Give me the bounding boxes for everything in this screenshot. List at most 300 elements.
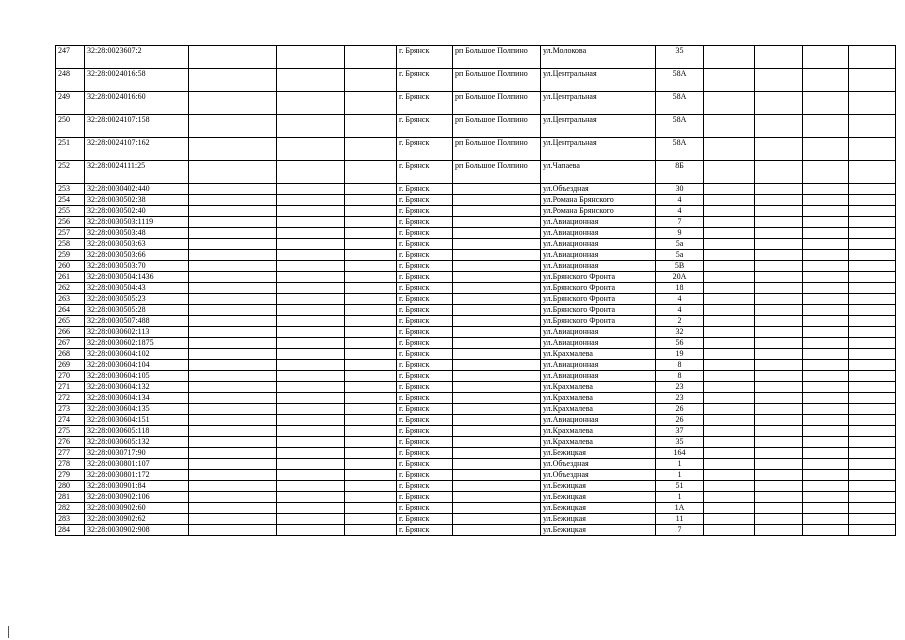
street-cell: ул.Брянского Фронта <box>541 283 656 294</box>
empty-cell <box>803 437 849 448</box>
settlement-cell <box>453 459 541 470</box>
table-row <box>56 448 896 459</box>
empty-cell <box>189 138 277 161</box>
row-number: 253 <box>56 184 85 195</box>
empty-cell <box>803 426 849 437</box>
row-number: 248 <box>56 69 85 92</box>
house-number-cell: 1 <box>656 459 704 470</box>
empty-cell <box>277 195 345 206</box>
empty-cell <box>704 426 755 437</box>
empty-cell <box>803 138 849 161</box>
table-row <box>56 261 896 272</box>
house-number-cell: 8 <box>656 360 704 371</box>
empty-cell <box>803 393 849 404</box>
empty-cell <box>704 327 755 338</box>
empty-cell <box>803 459 849 470</box>
empty-cell <box>803 349 849 360</box>
settlement-cell <box>453 404 541 415</box>
empty-cell <box>345 206 397 217</box>
empty-cell <box>345 283 397 294</box>
street-cell: ул.Центральная <box>541 138 656 161</box>
city-cell: г. Брянск <box>397 184 453 195</box>
empty-cell <box>189 250 277 261</box>
empty-cell <box>755 294 803 305</box>
empty-cell <box>345 316 397 327</box>
empty-cell <box>189 338 277 349</box>
cadastral-number-cell: 32:28:0030801:107 <box>85 459 189 470</box>
empty-cell <box>755 338 803 349</box>
empty-cell <box>803 92 849 115</box>
empty-cell <box>189 349 277 360</box>
empty-cell <box>704 382 755 393</box>
table-row <box>56 481 896 492</box>
house-number-cell: 5В <box>656 261 704 272</box>
empty-cell <box>277 382 345 393</box>
empty-cell <box>755 470 803 481</box>
cadastral-number-cell: 32:28:0030902:60 <box>85 503 189 514</box>
cadastral-number-cell: 32:28:0030503:63 <box>85 239 189 250</box>
row-number: 269 <box>56 360 85 371</box>
table-row <box>56 46 896 69</box>
empty-cell <box>189 283 277 294</box>
empty-cell <box>849 459 896 470</box>
empty-cell <box>189 503 277 514</box>
empty-cell <box>755 437 803 448</box>
empty-cell <box>345 228 397 239</box>
cadastral-number-cell: 32:28:0030901:84 <box>85 481 189 492</box>
empty-cell <box>189 115 277 138</box>
empty-cell <box>277 305 345 316</box>
city-cell: г. Брянск <box>397 404 453 415</box>
scan-margin-mark <box>8 626 9 638</box>
empty-cell <box>189 206 277 217</box>
empty-cell <box>755 327 803 338</box>
settlement-cell <box>453 316 541 327</box>
cadastral-number-cell: 32:28:0024107:162 <box>85 138 189 161</box>
empty-cell <box>803 371 849 382</box>
house-number-cell: 7 <box>656 525 704 536</box>
city-cell: г. Брянск <box>397 115 453 138</box>
empty-cell <box>849 360 896 371</box>
empty-cell <box>803 115 849 138</box>
house-number-cell: 9 <box>656 228 704 239</box>
empty-cell <box>755 514 803 525</box>
table-row <box>56 217 896 228</box>
empty-cell <box>277 459 345 470</box>
empty-cell <box>704 481 755 492</box>
empty-cell <box>755 261 803 272</box>
empty-cell <box>803 481 849 492</box>
table-row <box>56 503 896 514</box>
empty-cell <box>277 115 345 138</box>
empty-cell <box>755 459 803 470</box>
house-number-cell: 26 <box>656 404 704 415</box>
row-number: 270 <box>56 371 85 382</box>
empty-cell <box>803 69 849 92</box>
street-cell: ул.Авиационная <box>541 338 656 349</box>
cadastral-number-cell: 32:28:0024107:158 <box>85 115 189 138</box>
empty-cell <box>277 228 345 239</box>
row-number: 284 <box>56 525 85 536</box>
house-number-cell: 58А <box>656 115 704 138</box>
table-body <box>56 46 896 536</box>
row-number: 276 <box>56 437 85 448</box>
city-cell: г. Брянск <box>397 316 453 327</box>
empty-cell <box>345 459 397 470</box>
house-number-cell: 19 <box>656 349 704 360</box>
house-number-cell: 23 <box>656 393 704 404</box>
empty-cell <box>189 195 277 206</box>
empty-cell <box>849 272 896 283</box>
empty-cell <box>345 393 397 404</box>
street-cell: ул.Авиационная <box>541 217 656 228</box>
cadastral-number-cell: 32:28:0030504:43 <box>85 283 189 294</box>
row-number: 278 <box>56 459 85 470</box>
empty-cell <box>849 371 896 382</box>
row-number: 271 <box>56 382 85 393</box>
cadastral-number-cell: 32:28:0030502:40 <box>85 206 189 217</box>
empty-cell <box>755 138 803 161</box>
empty-cell <box>849 415 896 426</box>
empty-cell <box>704 470 755 481</box>
house-number-cell: 58А <box>656 69 704 92</box>
row-number: 265 <box>56 316 85 327</box>
house-number-cell: 4 <box>656 294 704 305</box>
empty-cell <box>803 525 849 536</box>
row-number: 247 <box>56 46 85 69</box>
row-number: 249 <box>56 92 85 115</box>
cadastral-number-cell: 32:28:0030604:134 <box>85 393 189 404</box>
empty-cell <box>755 492 803 503</box>
row-number: 281 <box>56 492 85 503</box>
row-number: 255 <box>56 206 85 217</box>
cadastral-number-cell: 32:28:0030717:90 <box>85 448 189 459</box>
empty-cell <box>345 492 397 503</box>
table-row <box>56 69 896 92</box>
table-row <box>56 459 896 470</box>
empty-cell <box>189 92 277 115</box>
empty-cell <box>277 217 345 228</box>
city-cell: г. Брянск <box>397 382 453 393</box>
empty-cell <box>345 115 397 138</box>
street-cell: ул.Авиационная <box>541 327 656 338</box>
empty-cell <box>704 195 755 206</box>
empty-cell <box>755 305 803 316</box>
house-number-cell: 2 <box>656 316 704 327</box>
settlement-cell <box>453 261 541 272</box>
cadastral-number-cell: 32:28:0030604:151 <box>85 415 189 426</box>
empty-cell <box>755 239 803 250</box>
cadastral-number-cell: 32:28:0024111:25 <box>85 161 189 184</box>
empty-cell <box>189 305 277 316</box>
street-cell: ул.Авиационная <box>541 250 656 261</box>
empty-cell <box>189 404 277 415</box>
empty-cell <box>803 470 849 481</box>
settlement-cell: рп Большое Полпино <box>453 69 541 92</box>
empty-cell <box>189 327 277 338</box>
cadastral-number-cell: 32:28:0030604:105 <box>85 371 189 382</box>
empty-cell <box>704 404 755 415</box>
empty-cell <box>189 184 277 195</box>
row-number: 259 <box>56 250 85 261</box>
empty-cell <box>189 426 277 437</box>
settlement-cell <box>453 481 541 492</box>
row-number: 266 <box>56 327 85 338</box>
empty-cell <box>345 437 397 448</box>
empty-cell <box>755 69 803 92</box>
city-cell: г. Брянск <box>397 525 453 536</box>
street-cell: ул.Брянского Фронта <box>541 294 656 305</box>
empty-cell <box>189 371 277 382</box>
cadastral-number-cell: 32:28:0030504:1436 <box>85 272 189 283</box>
settlement-cell <box>453 382 541 393</box>
empty-cell <box>803 415 849 426</box>
city-cell: г. Брянск <box>397 426 453 437</box>
empty-cell <box>277 138 345 161</box>
empty-cell <box>704 184 755 195</box>
empty-cell <box>803 316 849 327</box>
table-row <box>56 305 896 316</box>
table-row <box>56 338 896 349</box>
house-number-cell: 164 <box>656 448 704 459</box>
street-cell: ул.Центральная <box>541 92 656 115</box>
settlement-cell <box>453 283 541 294</box>
city-cell: г. Брянск <box>397 272 453 283</box>
table-row <box>56 426 896 437</box>
street-cell: ул.Молокова <box>541 46 656 69</box>
settlement-cell <box>453 371 541 382</box>
empty-cell <box>755 503 803 514</box>
table-row <box>56 514 896 525</box>
empty-cell <box>189 437 277 448</box>
empty-cell <box>803 448 849 459</box>
house-number-cell: 32 <box>656 327 704 338</box>
empty-cell <box>755 448 803 459</box>
empty-cell <box>345 46 397 69</box>
empty-cell <box>189 514 277 525</box>
empty-cell <box>849 261 896 272</box>
empty-cell <box>345 69 397 92</box>
empty-cell <box>277 360 345 371</box>
empty-cell <box>849 404 896 415</box>
settlement-cell <box>453 239 541 250</box>
settlement-cell <box>453 184 541 195</box>
table-row <box>56 250 896 261</box>
table-row <box>56 115 896 138</box>
row-number: 262 <box>56 283 85 294</box>
empty-cell <box>345 426 397 437</box>
empty-cell <box>803 184 849 195</box>
empty-cell <box>704 415 755 426</box>
empty-cell <box>345 92 397 115</box>
empty-cell <box>704 138 755 161</box>
settlement-cell <box>453 393 541 404</box>
empty-cell <box>189 492 277 503</box>
empty-cell <box>803 272 849 283</box>
empty-cell <box>849 448 896 459</box>
street-cell: ул.Объездная <box>541 470 656 481</box>
empty-cell <box>803 206 849 217</box>
street-cell: ул.Романа Брянского <box>541 195 656 206</box>
cadastral-number-cell: 32:28:0030602:113 <box>85 327 189 338</box>
settlement-cell <box>453 360 541 371</box>
city-cell: г. Брянск <box>397 217 453 228</box>
settlement-cell: рп Большое Полпино <box>453 115 541 138</box>
empty-cell <box>849 470 896 481</box>
street-cell: ул.Романа Брянского <box>541 206 656 217</box>
empty-cell <box>189 470 277 481</box>
cadastral-number-cell: 32:28:0030605:118 <box>85 426 189 437</box>
empty-cell <box>803 503 849 514</box>
empty-cell <box>755 283 803 294</box>
house-number-cell: 23 <box>656 382 704 393</box>
empty-cell <box>189 239 277 250</box>
empty-cell <box>277 283 345 294</box>
empty-cell <box>704 492 755 503</box>
street-cell: ул.Крахмалева <box>541 426 656 437</box>
empty-cell <box>345 217 397 228</box>
empty-cell <box>849 283 896 294</box>
empty-cell <box>277 349 345 360</box>
empty-cell <box>277 415 345 426</box>
cadastral-number-cell: 32:28:0030505:23 <box>85 294 189 305</box>
table-row <box>56 228 896 239</box>
empty-cell <box>189 294 277 305</box>
empty-cell <box>755 393 803 404</box>
empty-cell <box>849 305 896 316</box>
empty-cell <box>345 338 397 349</box>
empty-cell <box>277 492 345 503</box>
empty-cell <box>345 250 397 261</box>
empty-cell <box>849 161 896 184</box>
cadastral-number-cell: 32:28:0030402:440 <box>85 184 189 195</box>
house-number-cell: 20А <box>656 272 704 283</box>
cadastral-number-cell: 32:28:0030902:106 <box>85 492 189 503</box>
house-number-cell: 51 <box>656 481 704 492</box>
empty-cell <box>189 415 277 426</box>
empty-cell <box>277 393 345 404</box>
house-number-cell: 1 <box>656 492 704 503</box>
row-number: 272 <box>56 393 85 404</box>
settlement-cell <box>453 514 541 525</box>
empty-cell <box>755 161 803 184</box>
empty-cell <box>704 525 755 536</box>
empty-cell <box>277 481 345 492</box>
city-cell: г. Брянск <box>397 161 453 184</box>
city-cell: г. Брянск <box>397 338 453 349</box>
empty-cell <box>277 261 345 272</box>
empty-cell <box>849 437 896 448</box>
settlement-cell <box>453 217 541 228</box>
empty-cell <box>755 228 803 239</box>
street-cell: ул.Брянского Фронта <box>541 272 656 283</box>
street-cell: ул.Авиационная <box>541 228 656 239</box>
empty-cell <box>345 360 397 371</box>
street-cell: ул.Крахмалева <box>541 382 656 393</box>
street-cell: ул.Авиационная <box>541 415 656 426</box>
row-number: 261 <box>56 272 85 283</box>
empty-cell <box>277 371 345 382</box>
empty-cell <box>849 426 896 437</box>
empty-cell <box>277 161 345 184</box>
street-cell: ул.Бежицкая <box>541 514 656 525</box>
house-number-cell: 58А <box>656 92 704 115</box>
empty-cell <box>345 305 397 316</box>
house-number-cell: 1А <box>656 503 704 514</box>
settlement-cell <box>453 305 541 316</box>
empty-cell <box>704 294 755 305</box>
settlement-cell <box>453 470 541 481</box>
row-number: 250 <box>56 115 85 138</box>
street-cell: ул.Авиационная <box>541 371 656 382</box>
empty-cell <box>277 327 345 338</box>
city-cell: г. Брянск <box>397 138 453 161</box>
settlement-cell: рп Большое Полпино <box>453 46 541 69</box>
table-row <box>56 138 896 161</box>
cadastral-number-cell: 32:28:0023607:2 <box>85 46 189 69</box>
empty-cell <box>189 228 277 239</box>
empty-cell <box>189 217 277 228</box>
table-row <box>56 525 896 536</box>
empty-cell <box>755 184 803 195</box>
settlement-cell <box>453 437 541 448</box>
table-row <box>56 371 896 382</box>
empty-cell <box>849 217 896 228</box>
row-number: 275 <box>56 426 85 437</box>
empty-cell <box>277 437 345 448</box>
empty-cell <box>189 459 277 470</box>
empty-cell <box>189 46 277 69</box>
row-number: 268 <box>56 349 85 360</box>
settlement-cell <box>453 338 541 349</box>
empty-cell <box>704 46 755 69</box>
street-cell: ул.Авиационная <box>541 360 656 371</box>
empty-cell <box>803 338 849 349</box>
empty-cell <box>755 360 803 371</box>
empty-cell <box>803 217 849 228</box>
cadastral-number-cell: 32:28:0030604:135 <box>85 404 189 415</box>
empty-cell <box>849 69 896 92</box>
street-cell: ул.Центральная <box>541 115 656 138</box>
empty-cell <box>277 272 345 283</box>
house-number-cell: 18 <box>656 283 704 294</box>
empty-cell <box>704 316 755 327</box>
street-cell: ул.Центральная <box>541 69 656 92</box>
table-row <box>56 492 896 503</box>
table-row <box>56 184 896 195</box>
street-cell: ул.Брянского Фронта <box>541 316 656 327</box>
street-cell: ул.Бежицкая <box>541 525 656 536</box>
empty-cell <box>277 316 345 327</box>
table-row <box>56 195 896 206</box>
table-row <box>56 349 896 360</box>
house-number-cell: 58А <box>656 138 704 161</box>
empty-cell <box>345 382 397 393</box>
street-cell: ул.Объездная <box>541 459 656 470</box>
empty-cell <box>189 316 277 327</box>
row-number: 252 <box>56 161 85 184</box>
empty-cell <box>755 371 803 382</box>
empty-cell <box>755 382 803 393</box>
row-number: 251 <box>56 138 85 161</box>
settlement-cell <box>453 195 541 206</box>
settlement-cell <box>453 250 541 261</box>
house-number-cell: 4 <box>656 195 704 206</box>
house-number-cell: 8 <box>656 371 704 382</box>
empty-cell <box>189 382 277 393</box>
street-cell: ул.Бежицкая <box>541 503 656 514</box>
row-number: 279 <box>56 470 85 481</box>
